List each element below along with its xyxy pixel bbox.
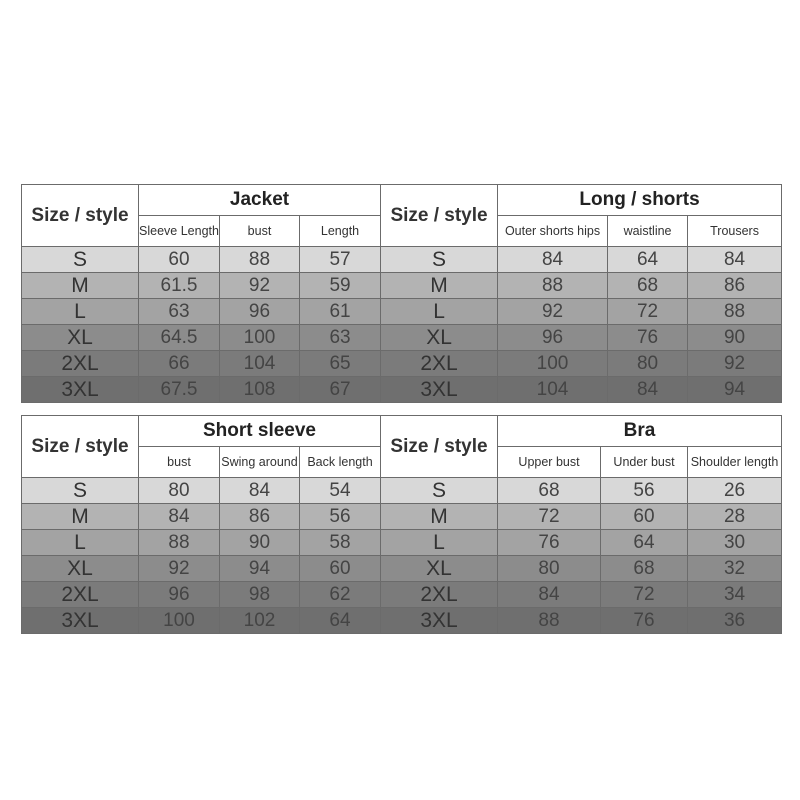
measurement-cell: 94 [688, 377, 782, 403]
table-row [22, 351, 782, 377]
measurement-cell: 56 [601, 478, 688, 504]
size-cell: L [22, 299, 139, 325]
size-cell: L [22, 530, 139, 556]
table-row [22, 582, 782, 608]
measurement-cell: 59 [300, 273, 381, 299]
measurement-cell: 92 [220, 273, 300, 299]
measurement-cell: 84 [688, 247, 782, 273]
measurement-cell: 54 [300, 478, 381, 504]
measurement-cell: 61 [300, 299, 381, 325]
measurement-cell: 68 [608, 273, 688, 299]
column-header: waistline [608, 216, 688, 247]
column-header: bust [139, 447, 220, 478]
measurement-cell: 67 [300, 377, 381, 403]
measurement-cell: 68 [601, 556, 688, 582]
measurement-cell: 84 [498, 582, 601, 608]
measurement-cell: 64.5 [139, 325, 220, 351]
measurement-cell: 88 [139, 530, 220, 556]
table-row [22, 478, 782, 504]
column-header: Swing around [220, 447, 300, 478]
size-style-label: Size / style [22, 416, 139, 478]
size-chart-jacket-long-shorts [21, 184, 781, 400]
size-cell: M [381, 273, 498, 299]
size-cell: XL [22, 325, 139, 351]
measurement-cell: 84 [498, 247, 608, 273]
measurement-cell: 64 [608, 247, 688, 273]
size-cell: 3XL [381, 377, 498, 403]
size-cell: 2XL [381, 351, 498, 377]
table-row [22, 299, 782, 325]
measurement-cell: 63 [139, 299, 220, 325]
size-cell: XL [381, 556, 498, 582]
measurement-cell: 102 [220, 608, 300, 634]
group-title-bra: Bra [498, 416, 782, 447]
measurement-cell: 32 [688, 556, 782, 582]
measurement-cell: 80 [608, 351, 688, 377]
table-row [22, 325, 782, 351]
measurement-cell: 72 [601, 582, 688, 608]
column-header: Trousers [688, 216, 782, 247]
column-header: Under bust [601, 447, 688, 478]
measurement-cell: 62 [300, 582, 381, 608]
size-style-label: Size / style [381, 185, 498, 247]
measurement-cell: 63 [300, 325, 381, 351]
size-cell: S [22, 478, 139, 504]
table-row [22, 530, 782, 556]
measurement-cell: 76 [498, 530, 601, 556]
measurement-cell: 61.5 [139, 273, 220, 299]
measurement-cell: 72 [498, 504, 601, 530]
size-chart-short-sleeve-bra [21, 415, 781, 632]
group-title-short-sleeve: Short sleeve [139, 416, 381, 447]
size-cell: S [381, 478, 498, 504]
column-header: bust [220, 216, 300, 247]
measurement-cell: 64 [601, 530, 688, 556]
measurement-cell: 86 [688, 273, 782, 299]
size-table-bottom [21, 415, 782, 634]
measurement-cell: 100 [139, 608, 220, 634]
table-body-bottom [22, 478, 782, 634]
table-row [22, 608, 782, 634]
measurement-cell: 84 [608, 377, 688, 403]
column-header: Upper bust [498, 447, 601, 478]
measurement-cell: 57 [300, 247, 381, 273]
group-title-long-shorts: Long / shorts [498, 185, 782, 216]
size-style-label: Size / style [381, 416, 498, 478]
measurement-cell: 76 [608, 325, 688, 351]
table-row [22, 273, 782, 299]
measurement-cell: 92 [688, 351, 782, 377]
measurement-cell: 36 [688, 608, 782, 634]
measurement-cell: 60 [601, 504, 688, 530]
size-cell: 2XL [22, 582, 139, 608]
size-cell: XL [381, 325, 498, 351]
column-header: Length [300, 216, 381, 247]
measurement-cell: 88 [688, 299, 782, 325]
size-cell: S [22, 247, 139, 273]
measurement-cell: 104 [220, 351, 300, 377]
measurement-cell: 80 [139, 478, 220, 504]
size-cell: 2XL [22, 351, 139, 377]
size-cell: M [381, 504, 498, 530]
measurement-cell: 67.5 [139, 377, 220, 403]
measurement-cell: 80 [498, 556, 601, 582]
measurement-cell: 84 [220, 478, 300, 504]
measurement-cell: 96 [220, 299, 300, 325]
size-style-label: Size / style [22, 185, 139, 247]
measurement-cell: 98 [220, 582, 300, 608]
measurement-cell: 88 [220, 247, 300, 273]
size-cell: 3XL [22, 608, 139, 634]
table-row [22, 247, 782, 273]
measurement-cell: 65 [300, 351, 381, 377]
group-title-jacket: Jacket [139, 185, 381, 216]
measurement-cell: 92 [498, 299, 608, 325]
table-body-top [22, 247, 782, 403]
measurement-cell: 30 [688, 530, 782, 556]
table-row [22, 556, 782, 582]
measurement-cell: 90 [688, 325, 782, 351]
measurement-cell: 76 [601, 608, 688, 634]
size-table-top [21, 184, 782, 403]
measurement-cell: 66 [139, 351, 220, 377]
measurement-cell: 84 [139, 504, 220, 530]
size-cell: S [381, 247, 498, 273]
table-row [22, 504, 782, 530]
size-cell: L [381, 530, 498, 556]
measurement-cell: 96 [498, 325, 608, 351]
size-cell: L [381, 299, 498, 325]
size-cell: XL [22, 556, 139, 582]
size-cell: 3XL [381, 608, 498, 634]
size-cell: M [22, 273, 139, 299]
size-cell: 2XL [381, 582, 498, 608]
measurement-cell: 92 [139, 556, 220, 582]
measurement-cell: 88 [498, 273, 608, 299]
column-header: Sleeve Length [139, 216, 220, 247]
measurement-cell: 68 [498, 478, 601, 504]
size-cell: 3XL [22, 377, 139, 403]
measurement-cell: 104 [498, 377, 608, 403]
measurement-cell: 56 [300, 504, 381, 530]
measurement-cell: 88 [498, 608, 601, 634]
measurement-cell: 94 [220, 556, 300, 582]
size-cell: M [22, 504, 139, 530]
measurement-cell: 34 [688, 582, 782, 608]
measurement-cell: 100 [220, 325, 300, 351]
measurement-cell: 64 [300, 608, 381, 634]
column-header: Shoulder length [688, 447, 782, 478]
table-row [22, 377, 782, 403]
measurement-cell: 96 [139, 582, 220, 608]
measurement-cell: 90 [220, 530, 300, 556]
measurement-cell: 108 [220, 377, 300, 403]
measurement-cell: 58 [300, 530, 381, 556]
measurement-cell: 28 [688, 504, 782, 530]
measurement-cell: 26 [688, 478, 782, 504]
column-header: Outer shorts hips [498, 216, 608, 247]
measurement-cell: 60 [139, 247, 220, 273]
measurement-cell: 72 [608, 299, 688, 325]
measurement-cell: 100 [498, 351, 608, 377]
measurement-cell: 86 [220, 504, 300, 530]
column-header: Back length [300, 447, 381, 478]
measurement-cell: 60 [300, 556, 381, 582]
